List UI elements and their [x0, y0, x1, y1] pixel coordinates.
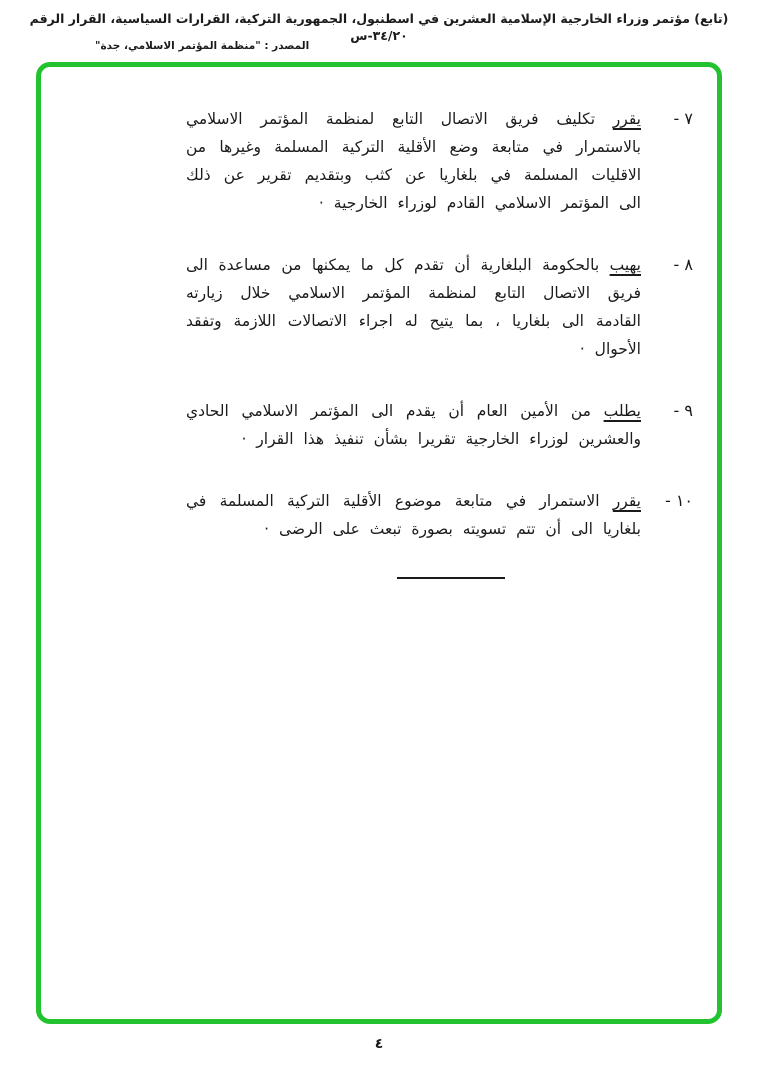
- content-frame: [36, 62, 722, 1024]
- page-number: ٤: [374, 1036, 384, 1052]
- resolution-item-8: [186, 251, 693, 363]
- document-body: [41, 67, 717, 579]
- item-lead-word: يهيب: [609, 256, 641, 274]
- item-body-text: من الأمين العام أن يقدم الى المؤتمر الاسلامي الحادي والعشرين لوزراء الخارجية تقريرا بشأن تنفيذ هذا القرار ·: [186, 402, 641, 448]
- item-lead-word: يطلب: [603, 402, 641, 420]
- item-text: [186, 487, 641, 543]
- item-number: ٨ -: [673, 255, 693, 274]
- resolution-item-10: [186, 487, 693, 543]
- item-number: ٩ -: [673, 401, 693, 420]
- item-text: [186, 105, 641, 217]
- item-lead-word: يقرر: [612, 110, 641, 128]
- item-body-text: تكليف فريق الاتصال التابع لمنظمة المؤتمر الاسلامي بالاستمرار في متابعة وضع الأقلية التركية المسلمة وغيرها من الاقليات المسلمة في بلغاريا عن كثب وبتقديم تقرير عن ذلك الى المؤتمر الاسلامي القادم لوزراء الخارجية ·: [186, 110, 641, 212]
- item-lead-word: يقرر: [612, 492, 641, 510]
- end-of-text-rule: [397, 577, 505, 579]
- item-text: [186, 397, 641, 453]
- source-line: المصدر : "منظمة المؤتمر الاسلامي، جدة": [95, 40, 310, 52]
- item-body-text: بالحكومة البلغارية أن تقدم كل ما يمكنها من مساعدة الى فريق الاتصال التابع لمنظمة المؤتمر الاسلامي خلال زيارته القادمة الى بلغاريا ، بما يتيح له اجراء الاتصالات اللازمة وتفقد الأحوال ·: [186, 256, 641, 358]
- item-number: ٧ -: [673, 109, 693, 128]
- header-caption: (تابع) مؤتمر وزراء الخارجية الإسلامية العشرين في اسطنبول، الجمهورية التركية، القرارات السياسية، القرار الرقم ٣٤/٢٠-س: [29, 11, 729, 43]
- item-body-text: الاستمرار في متابعة موضوع الأقلية التركية المسلمة في بلغاريا الى أن تتم تسويته بصورة تبعث على الرضى ·: [186, 492, 641, 538]
- item-number: ١٠ -: [664, 491, 693, 510]
- item-text: [186, 251, 641, 363]
- resolution-item-9: [186, 397, 693, 453]
- resolution-item-7: [186, 105, 693, 217]
